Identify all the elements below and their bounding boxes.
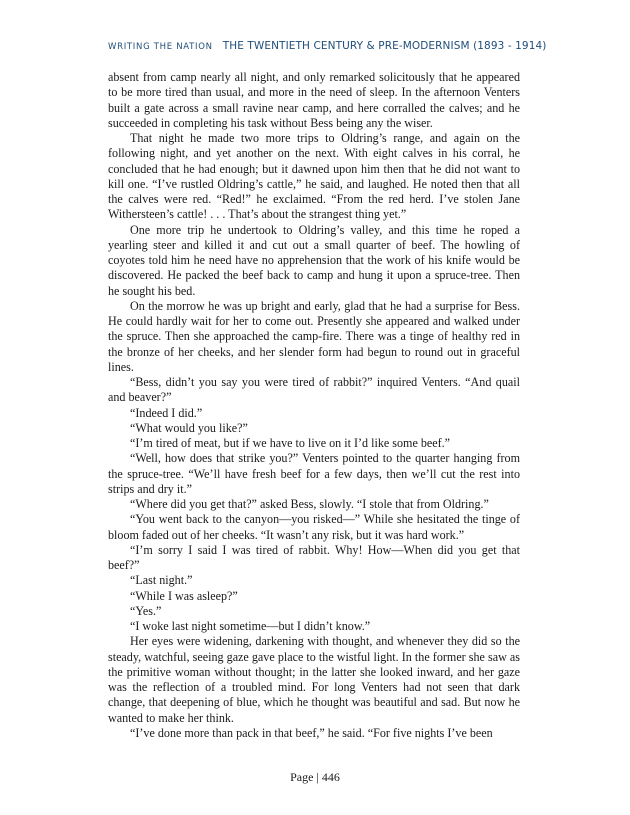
paragraph: “Last night.”: [130, 573, 193, 588]
paragraph: That night he made two more trips to Oldring’s range, and again on the following night, and yet another on the next. With eight calves in his corral, he concluded that he had enough; but it dawned upon him then that he did not want to kill one. “I’ve rustled Oldring’s cattle,” he said, and laughed. He noted then that all the calves were red. “Red!” he exclaimed. “From the red herd. I’ve stolen Jane Withersteen’s cattle! . . . That’s about the strangest thing yet.”: [108, 131, 520, 222]
paragraph: “Where did you get that?” asked Bess, slowly. “I stole that from Oldring.”: [130, 497, 489, 511]
paragraph: On the morrow he was up bright and early, glad that he had a surprise for Bess. He could hardly wait for her to come out. Presently she appeared and walked under the spruce. Then she approached the camp-fire. There was a tinge of healthy red in the bronze of her cheeks, and her slender form had begun to round out in graceful lines.: [108, 298, 520, 374]
paragraph: “Well, how does that strike you?” Venters pointed to the quarter hanging from the spruce-tree. “We’ll have fresh beef for a few days, then we’ll cut the rest into strips and dry it.”: [108, 451, 520, 496]
paragraph: “Bess, didn’t you say you were tired of rabbit?” inquired Venters. “And quail and beaver?”: [108, 375, 520, 405]
header-series-title: WRITING THE NATION: [108, 42, 213, 52]
paragraph: “I’m tired of meat, but if we have to live on it I’d like some beef.”: [130, 436, 451, 450]
paragraph: absent from camp nearly all night, and only remarked solicitously that he appeared to be more tired than usual, and more in the need of sleep. In the afternoon Venters built a gate across a small ravine near camp, and here corralled the calves; and he succeeded in completing his task without Bess being any the wiser.: [108, 70, 520, 130]
paragraph: Her eyes were widening, darkening with thought, and whenever they did so the steady, watchful, seeing gaze gave place to the wistful light. In the former she saw as the primitive woman without thought; in the latter she looked inward, and her gaze was the reflection of a troubled mind. For long Venters had not seen that dark change, that deepening of blue, which he thought was beautiful and sad. But now he wanted to make her think.: [108, 634, 520, 725]
running-header: [108, 40, 547, 52]
paragraph: “While I was asleep?”: [130, 588, 238, 603]
header-section-title: THE TWENTIETH CENTURY & PRE-MODERNISM (1893 - 1914): [222, 40, 547, 52]
body-text: [108, 70, 520, 741]
paragraph: “I woke last night sometime—but I didn’t know.”: [130, 619, 371, 633]
paragraph: “What would you like?”: [130, 420, 248, 435]
page-number: Page | 446: [290, 770, 340, 784]
paragraph: “Yes.”: [130, 603, 162, 618]
paragraph: “You went back to the canyon—you risked—” While she hesitated the tinge of bloom faded out of her cheeks. “It wasn’t any risk, but it was hard work.”: [108, 512, 520, 542]
paragraph: “Indeed I did.”: [130, 405, 203, 420]
paragraph: One more trip he undertook to Oldring’s valley, and this time he roped a yearling steer and killed it and cut out a small quarter of beef. The howling of coyotes told him he need have no apprehension that the work of his knife would be discovered. He packed the beef back to camp and hung it upon a spruce-tree. Then he sought his bed.: [108, 222, 520, 298]
paragraph: “I’ve done more than pack in that beef,” he said. “For five nights I’ve been: [130, 725, 493, 740]
paragraph: “I’m sorry I said I was tired of rabbit. Why! How—When did you get that beef?”: [108, 542, 520, 572]
